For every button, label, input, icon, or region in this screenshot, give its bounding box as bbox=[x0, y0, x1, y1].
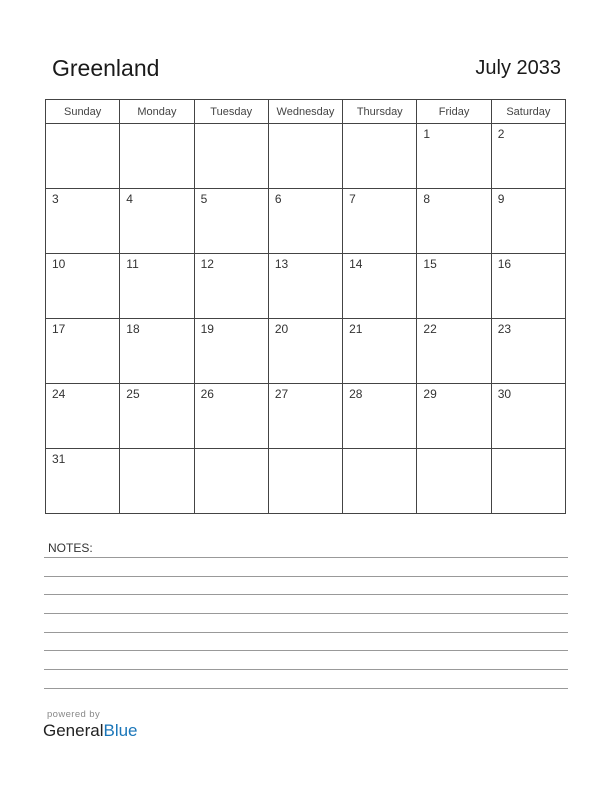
day-number: 9 bbox=[497, 192, 505, 206]
day-number: 8 bbox=[423, 192, 431, 206]
day-cell bbox=[46, 384, 120, 449]
day-number: 14 bbox=[349, 257, 363, 271]
week-row bbox=[46, 189, 566, 254]
day-number: 4 bbox=[126, 192, 133, 206]
day-cell bbox=[194, 254, 268, 319]
day-number: 17 bbox=[52, 322, 66, 336]
day-cell bbox=[268, 449, 342, 514]
day-cell bbox=[194, 124, 268, 189]
day-number bbox=[269, 124, 342, 141]
note-line bbox=[44, 632, 568, 633]
week-row bbox=[46, 449, 566, 514]
day-cell bbox=[343, 319, 417, 384]
day-number: 22 bbox=[423, 322, 437, 336]
day-cell bbox=[491, 254, 565, 319]
day-number: 7 bbox=[349, 192, 356, 206]
day-number: 13 bbox=[274, 257, 289, 271]
weekday-header: Thursday bbox=[343, 100, 417, 124]
weekday-header: Sunday bbox=[46, 100, 120, 124]
day-number: 23 bbox=[497, 322, 512, 336]
weekday-header: Wednesday bbox=[268, 100, 342, 124]
day-number bbox=[195, 124, 268, 141]
day-cell bbox=[46, 319, 120, 384]
day-number: 15 bbox=[423, 257, 437, 271]
day-cell bbox=[268, 254, 342, 319]
day-cell bbox=[120, 124, 194, 189]
day-number: 30 bbox=[497, 387, 512, 401]
day-cell bbox=[491, 189, 565, 254]
day-cell bbox=[343, 384, 417, 449]
day-cell bbox=[417, 449, 491, 514]
day-number: 20 bbox=[274, 322, 289, 336]
day-cell bbox=[417, 384, 491, 449]
day-cell bbox=[343, 189, 417, 254]
day-number: 24 bbox=[52, 387, 66, 401]
day-number bbox=[195, 449, 268, 466]
weekday-header: Saturday bbox=[491, 100, 565, 124]
day-cell bbox=[343, 449, 417, 514]
day-cell bbox=[491, 449, 565, 514]
week-row bbox=[46, 124, 566, 189]
brand-name-part2: Blue bbox=[103, 721, 138, 740]
day-cell bbox=[120, 189, 194, 254]
day-number: 16 bbox=[497, 257, 512, 271]
note-line bbox=[44, 688, 568, 689]
day-number: 19 bbox=[200, 322, 214, 336]
day-number bbox=[492, 449, 565, 466]
note-line bbox=[44, 650, 568, 651]
calendar-title: Greenland bbox=[52, 55, 160, 81]
day-cell bbox=[120, 254, 194, 319]
day-cell bbox=[491, 124, 565, 189]
weekday-header: Monday bbox=[120, 100, 194, 124]
note-line bbox=[44, 613, 568, 614]
day-number: 2 bbox=[497, 127, 505, 141]
day-cell bbox=[194, 319, 268, 384]
week-row bbox=[46, 319, 566, 384]
powered-by-text: powered by bbox=[47, 709, 101, 720]
day-cell bbox=[491, 319, 565, 384]
brand-logo bbox=[43, 721, 138, 741]
day-number: 27 bbox=[274, 387, 289, 401]
day-cell bbox=[120, 449, 194, 514]
day-number: 6 bbox=[274, 192, 282, 206]
day-cell bbox=[46, 124, 120, 189]
day-number bbox=[269, 449, 342, 466]
note-line bbox=[44, 557, 568, 558]
day-cell bbox=[491, 384, 565, 449]
day-cell bbox=[343, 254, 417, 319]
day-number: 29 bbox=[423, 387, 437, 401]
day-number: 28 bbox=[349, 387, 363, 401]
day-cell bbox=[46, 189, 120, 254]
day-number: 11 bbox=[126, 257, 139, 271]
calendar-month: July 2033 bbox=[475, 57, 561, 79]
day-number: 31 bbox=[52, 452, 66, 466]
day-cell bbox=[268, 124, 342, 189]
day-number: 18 bbox=[126, 322, 140, 336]
day-cell bbox=[417, 254, 491, 319]
week-row bbox=[46, 254, 566, 319]
day-number bbox=[343, 449, 416, 466]
day-cell bbox=[417, 319, 491, 384]
day-number: 21 bbox=[349, 322, 363, 336]
day-cell bbox=[417, 124, 491, 189]
day-number: 25 bbox=[126, 387, 140, 401]
weekday-header-row bbox=[46, 100, 566, 124]
day-number: 1 bbox=[423, 127, 431, 141]
day-cell bbox=[194, 384, 268, 449]
note-line bbox=[44, 576, 568, 577]
day-number: 5 bbox=[200, 192, 208, 206]
day-cell bbox=[343, 124, 417, 189]
day-cell bbox=[194, 189, 268, 254]
brand-name-part1: General bbox=[43, 721, 104, 740]
day-number: 10 bbox=[52, 257, 66, 271]
note-line bbox=[44, 594, 568, 595]
day-cell bbox=[268, 189, 342, 254]
note-line bbox=[44, 669, 568, 670]
day-number bbox=[120, 449, 193, 466]
day-cell bbox=[417, 189, 491, 254]
day-cell bbox=[268, 384, 342, 449]
day-number bbox=[417, 449, 490, 466]
day-cell bbox=[268, 319, 342, 384]
week-row bbox=[46, 384, 566, 449]
day-number: 12 bbox=[200, 257, 214, 271]
day-cell bbox=[46, 449, 120, 514]
day-number bbox=[46, 124, 119, 141]
notes-label: NOTES: bbox=[48, 541, 93, 555]
weekday-header: Friday bbox=[417, 100, 491, 124]
day-number bbox=[343, 124, 416, 141]
day-cell bbox=[120, 319, 194, 384]
day-number: 26 bbox=[200, 387, 214, 401]
day-cell bbox=[120, 384, 194, 449]
day-cell bbox=[46, 254, 120, 319]
day-cell bbox=[194, 449, 268, 514]
day-number: 3 bbox=[52, 192, 59, 206]
day-number bbox=[120, 124, 193, 141]
calendar-grid bbox=[45, 99, 566, 514]
weekday-header: Tuesday bbox=[194, 100, 268, 124]
